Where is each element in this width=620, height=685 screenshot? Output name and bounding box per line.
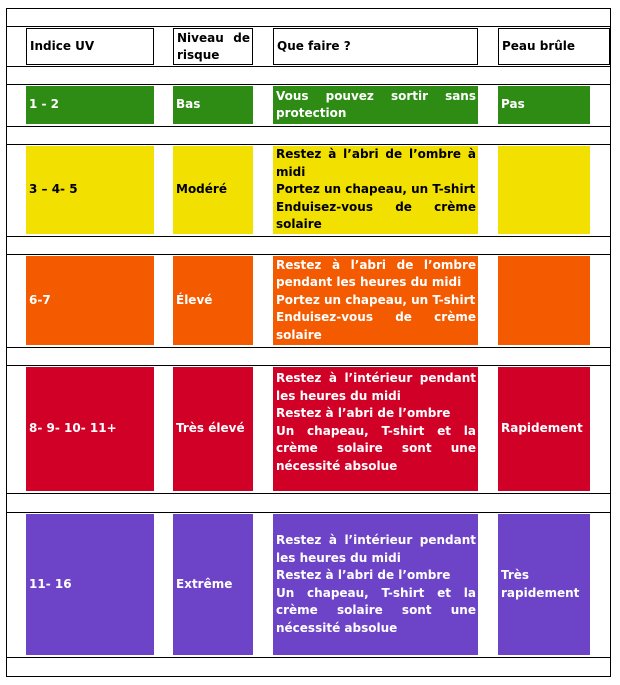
action-line: nécessité absolue: [276, 620, 398, 635]
risk-level-value: Bas: [176, 97, 201, 112]
action-line: pendant les heures du midi: [276, 275, 462, 290]
uv-index-cell: [26, 146, 154, 234]
skin-burn-cell: [498, 86, 590, 124]
risk-level-value: Très élevé: [176, 421, 245, 436]
risk-level-value: Élevé: [176, 292, 213, 307]
action-cell: [273, 86, 478, 124]
action-line: Restez à l’abri de l’ombre: [276, 406, 451, 420]
table-border-line: [6, 347, 610, 348]
risk-level-cell: [173, 514, 253, 655]
action-cell: [273, 256, 478, 345]
header-cell-uv-index: [26, 28, 154, 65]
action-line: Vous pouvez sortir sans: [276, 88, 476, 103]
table-border-line: [6, 254, 610, 255]
action-line: Restez à l’intérieur pendant: [276, 533, 476, 547]
skin-burn-value: rapidement: [501, 585, 580, 600]
action-line: protection: [276, 106, 347, 120]
header-uv-label: Indice UV: [30, 38, 95, 53]
action-line: Portez un chapeau, un T-shirt: [276, 292, 476, 307]
action-line: crème solaire sont une: [276, 603, 476, 617]
table-border-line: [6, 512, 610, 513]
action-line: Portez un chapeau, un T-shirt: [276, 182, 476, 197]
skin-burn-cell: [498, 514, 590, 655]
table-border-line: [6, 493, 610, 494]
header-skin-label: Peau brûle: [502, 38, 576, 53]
table-border-line: [6, 66, 610, 67]
table-border-line: [6, 126, 610, 127]
risk-level-cell: [173, 256, 253, 345]
risk-level-cell: [173, 86, 253, 124]
action-cell: [273, 514, 478, 655]
action-line: les heures du midi: [276, 550, 401, 565]
action-line: Restez à l’intérieur pendant: [276, 371, 476, 385]
risk-level-value: Extrême: [176, 576, 233, 591]
header-cell-risk-level: [173, 28, 253, 65]
skin-burn-value: Rapidement: [501, 421, 583, 436]
header-action-label: Que faire ?: [277, 38, 351, 53]
action-line: Enduisez-vous de crème: [276, 199, 476, 214]
uv-index-value: 8- 9- 10- 11+: [29, 421, 117, 436]
skin-burn-cell: [498, 256, 590, 345]
table-border-line: [610, 8, 611, 677]
action-line: nécessité absolue: [276, 458, 398, 473]
action-line: crème solaire sont une: [276, 441, 476, 455]
header-risk-label-line2: risque: [177, 48, 220, 62]
table-border-line: [6, 144, 610, 145]
header-cell-what-to-do: [273, 28, 478, 65]
table-border-line: [6, 26, 610, 27]
uv-index-cell: [26, 86, 154, 124]
uv-index-value: 6-7: [29, 292, 51, 307]
action-line: Restez à l’abri de l’ombre: [276, 257, 476, 272]
action-line: solaire: [276, 217, 322, 232]
table-border-line: [6, 8, 610, 9]
table-border-line: [6, 236, 610, 237]
action-cell: [273, 367, 478, 491]
table-border-line: [6, 657, 610, 658]
action-line: Restez à l’abri de l’ombre à: [276, 147, 476, 162]
header-risk-label-line1: Niveau de: [177, 31, 250, 45]
action-cell: [273, 146, 478, 234]
uv-index-value: 3 – 4- 5: [29, 182, 78, 197]
action-line: Un chapeau, T-shirt et la: [276, 585, 476, 600]
risk-level-value: Modéré: [176, 182, 227, 197]
action-line: les heures du midi: [276, 388, 401, 403]
uv-index-cell: [26, 514, 154, 655]
uv-index-cell: [26, 256, 154, 345]
skin-burn-value: Pas: [501, 97, 525, 112]
skin-burn-cell: [498, 367, 590, 491]
action-line: Enduisez-vous de crème: [276, 310, 476, 325]
action-line: Restez à l’abri de l’ombre: [276, 568, 451, 582]
skin-burn-cell: [498, 146, 590, 234]
uv-index-value: 1 - 2: [29, 97, 60, 112]
action-line: midi: [276, 164, 306, 179]
uv-index-cell: [26, 367, 154, 491]
risk-level-cell: [173, 146, 253, 234]
header-cell-skin-burns: [498, 28, 610, 65]
table-border-line: [6, 676, 610, 677]
uv-index-value: 11- 16: [29, 576, 72, 591]
risk-level-cell: [173, 367, 253, 491]
skin-burn-value: Très: [501, 568, 530, 582]
table-border-line: [6, 84, 610, 85]
action-line: solaire: [276, 327, 322, 342]
table-border-line: [6, 8, 7, 677]
table-border-line: [6, 365, 610, 366]
action-line: Un chapeau, T-shirt et la: [276, 423, 476, 438]
